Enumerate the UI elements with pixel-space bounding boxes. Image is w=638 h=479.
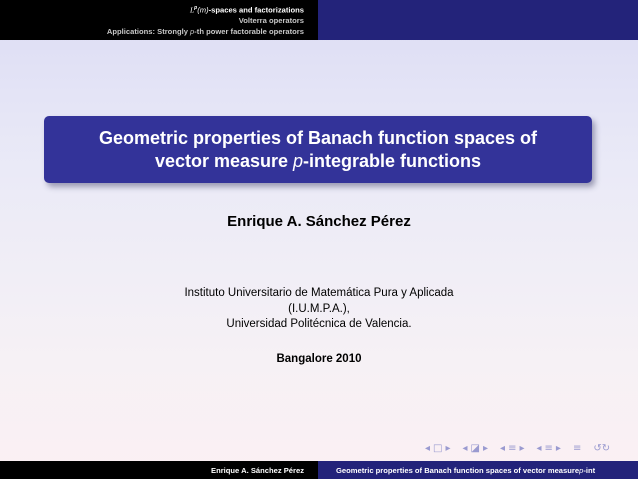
title-line-2-post: -integrable functions xyxy=(303,150,482,171)
title-block xyxy=(44,116,592,183)
next-frame-icon[interactable]: ▸ xyxy=(483,442,489,454)
institute-block xyxy=(0,286,638,333)
subsection-icon[interactable]: ≡ xyxy=(508,442,517,454)
footer-bar xyxy=(0,461,638,479)
frame-icon[interactable]: ◪ xyxy=(470,442,480,454)
title-line-2 xyxy=(155,150,481,173)
nav-item-volterra[interactable]: Volterra operators xyxy=(238,16,304,26)
footer-title xyxy=(318,461,638,479)
prev-section-icon[interactable]: ◂ xyxy=(536,442,542,454)
section-icon[interactable]: ≡ xyxy=(544,442,553,454)
footer-title-variable: p xyxy=(579,465,584,475)
date-location: Bangalore 2010 xyxy=(276,353,362,365)
author-name: Enrique A. Sánchez Pérez xyxy=(227,213,411,230)
header-bar xyxy=(0,0,638,40)
document-icon[interactable]: ≡ xyxy=(572,442,582,454)
prev-frame-icon[interactable]: ◂ xyxy=(462,442,468,454)
header-bar-right xyxy=(318,0,638,40)
institute-line-2: (I.U.M.P.A.), xyxy=(288,302,350,315)
footer-author: Enrique A. Sánchez Pérez xyxy=(0,461,318,479)
beamer-navigation-symbols xyxy=(425,441,610,455)
footer-title-pre: Geometric properties of Banach function spaces of vector measure xyxy=(336,465,580,475)
search-back-forward-icon[interactable]: ↺↻ xyxy=(593,442,611,454)
nav-item-applications[interactable]: Applications: Strongly p-th power factorable operators xyxy=(106,27,304,37)
section-navigation xyxy=(0,0,318,40)
institute-line-1: Instituto Universitario de Matemática Pura y Aplicada xyxy=(184,287,454,299)
nav-item-lp-spaces[interactable]: $L^p(m)$-spaces and factorizations xyxy=(189,4,304,15)
title-variable-p: p xyxy=(293,150,304,171)
institute-line-3: Universidad Politécnica de Valencia. xyxy=(226,318,412,330)
next-section-icon[interactable]: ▸ xyxy=(555,442,561,454)
prev-slide-icon[interactable]: ◂ xyxy=(425,442,431,454)
title-line-1: Geometric properties of Banach function spaces of xyxy=(98,127,538,148)
title-line-2-pre: vector measure xyxy=(154,150,294,171)
footer-title-post: -int xyxy=(583,465,596,475)
slide-icon[interactable]: □ xyxy=(433,442,443,454)
next-slide-icon[interactable]: ▸ xyxy=(445,442,451,454)
next-subsection-icon[interactable]: ▸ xyxy=(519,442,525,454)
prev-subsection-icon[interactable]: ◂ xyxy=(500,442,506,454)
